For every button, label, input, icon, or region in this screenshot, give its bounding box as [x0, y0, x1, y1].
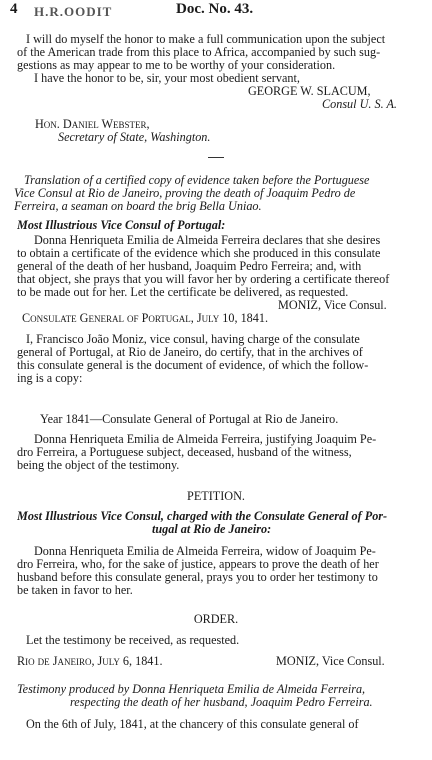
testimony-heading: Testimony produced by Donna Henriqueta Emilia de Almeida Ferreira,	[17, 683, 366, 696]
order-place-date: Rio de Janeiro, July 6, 1841.	[17, 655, 163, 668]
testimony-heading: respecting the death of her husband, Joaquim Pedro Ferreira.	[70, 696, 373, 709]
body-line: to obtain a certificate of the evidence which she produced in this consulate	[17, 247, 381, 260]
petition-line: husband before this consulate general, prays you to order her testimony to	[17, 571, 378, 584]
letter-line: of the American trade from this place to Africa, accompanied by such sug-	[17, 46, 381, 59]
donna-line: Donna Henriqueta Emilia de Almeida Ferreira, justifying Joaquim Pe-	[34, 433, 377, 446]
petition-line: dro Ferreira, who, for the sake of justice, appears to prove the death of her	[17, 558, 379, 571]
order-signature: MONIZ, Vice Consul.	[276, 655, 385, 668]
petition-line: be taken in favor to her.	[17, 584, 133, 597]
certification-line: general of Portugal, at Rio de Janeiro, do certify, that in the archives of	[17, 346, 363, 359]
library-stamp: H.R.OODIT	[34, 5, 113, 18]
salutation: Most Illustrious Vice Consul of Portugal:	[17, 219, 226, 232]
letter-line: I will do myself the honor to make a full communication upon the subject	[26, 33, 386, 46]
letter-line: I have the honor to be, sir, your most obedient servant,	[34, 72, 300, 85]
body-line: that object, she prays that you will favor her by ordering a certificate thereof	[17, 273, 390, 286]
petition-heading: tugal at Rio de Janeiro:	[152, 523, 272, 536]
testimony-opening: On the 6th of July, 1841, at the chancery of this consulate general of	[26, 718, 359, 731]
certification-line: this consulate general is the document of evidence, of which the follow-	[17, 359, 369, 372]
translation-heading: Translation of a certified copy of evidence taken before the Portuguese	[24, 174, 370, 187]
consulate-date-line: Consulate General of Portugal, July 10, 1841.	[22, 312, 268, 325]
translation-heading: Ferreira, a seaman on board the brig Bella Uniao.	[14, 200, 262, 213]
translation-signature: MONIZ, Vice Consul.	[278, 299, 387, 312]
body-line: Donna Henriqueta Emilia de Almeida Ferreira declares that she desires	[34, 234, 381, 247]
letter-signature: GEORGE W. SLACUM,	[248, 85, 371, 98]
order-title: ORDER.	[193, 613, 239, 626]
certification-line: I, Francisco João Moniz, vice consul, having charge of the consulate	[26, 333, 360, 346]
addressee-name: Hon. Daniel Webster,	[35, 118, 150, 131]
petition-title: PETITION.	[187, 490, 245, 503]
translation-heading: Vice Consul at Rio de Janeiro, proving the death of Joaquim Pedro de	[14, 187, 356, 200]
order-text: Let the testimony be received, as requested.	[26, 634, 240, 647]
donna-line: dro Ferreira, a Portuguese subject, deceased, husband of the witness,	[17, 446, 352, 459]
addressee-title: Secretary of State, Washington.	[58, 131, 211, 144]
body-line: general of the death of her husband, Joaquim Pedro Ferreira; and, with	[17, 260, 362, 273]
year-heading: Year 1841—Consulate General of Portugal at Rio de Janeiro.	[40, 413, 339, 426]
petition-heading: Most Illustrious Vice Consul, charged with the Consulate General of Por-	[17, 510, 388, 523]
letter-signature-title: Consul U. S. A.	[322, 98, 397, 111]
doc-number: Doc. No. 43.	[176, 3, 254, 16]
body-line: to be made out for her. Let the certificate be delivered, as requested.	[17, 286, 349, 299]
certification-line: ing is a copy:	[17, 372, 83, 385]
donna-line: being the object of the testimony.	[17, 459, 180, 472]
page-number: 4	[10, 3, 18, 16]
petition-line: Donna Henriqueta Emilia de Almeida Ferreira, widow of Joaquim Pe-	[34, 545, 376, 558]
letter-line: gestions as may appear to me to be worthy of your consideration.	[17, 59, 336, 72]
section-divider	[208, 157, 224, 158]
